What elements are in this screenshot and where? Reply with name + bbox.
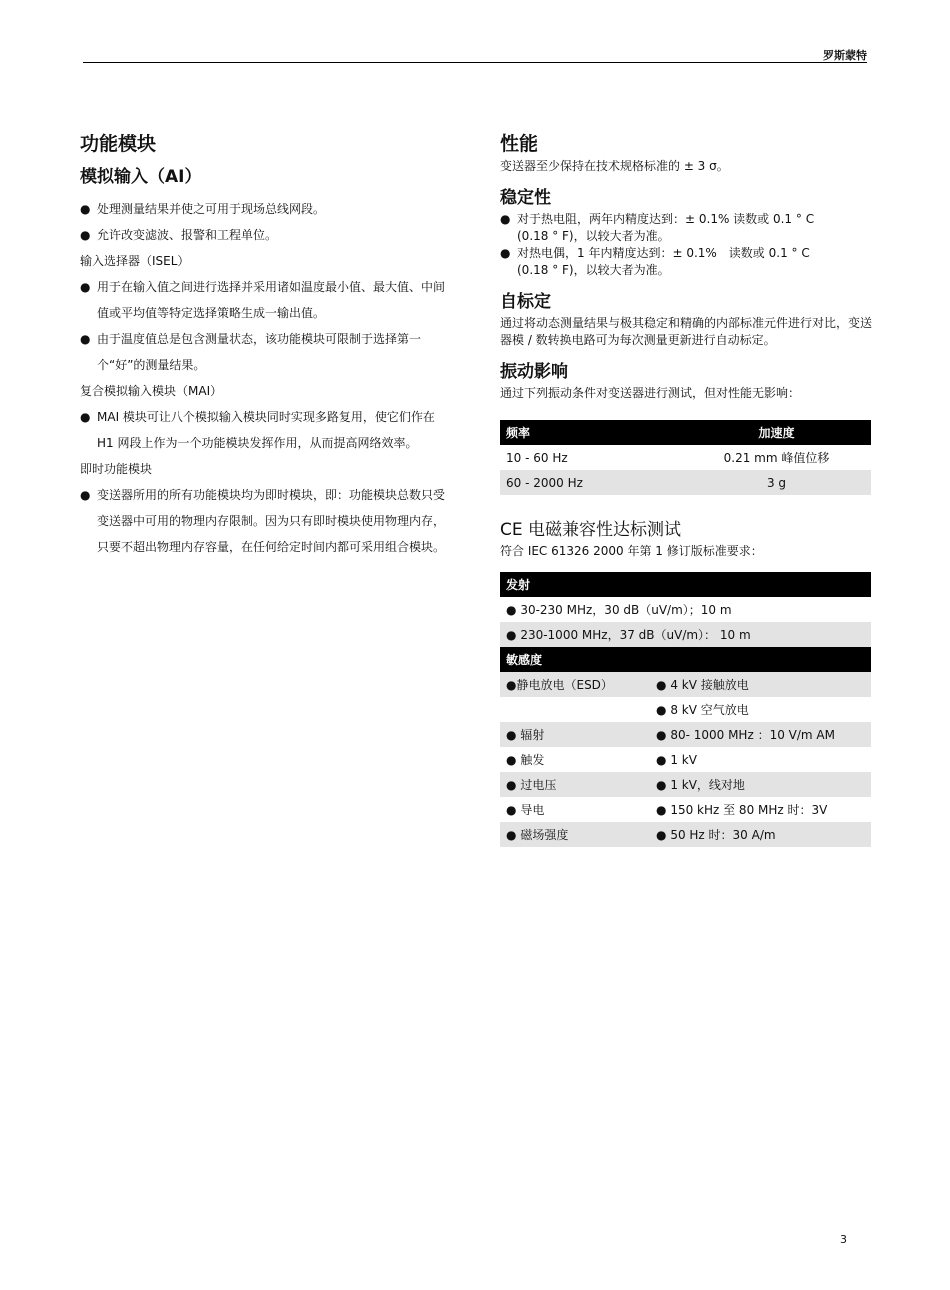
bullet-icon: ● (656, 703, 667, 717)
stability-title: 稳定性 (500, 188, 551, 208)
bullet-icon: ● (506, 778, 517, 792)
header-rule (83, 62, 867, 63)
table-row: ● 230-1000 MHz，37 dB（uV/m）： 10 m (500, 622, 871, 647)
ai-title: 模拟输入（AI） (80, 167, 202, 187)
header-brand: 罗斯蒙特 (823, 49, 867, 62)
performance-title: 性能 (500, 133, 539, 155)
table-row: ● 磁场强度 ● 50 Hz 时：30 A/m (500, 822, 871, 847)
right-column (500, 130, 872, 847)
bullet-icon: ● (80, 202, 91, 216)
ce-title: CE 电磁兼容性达标测试 (500, 520, 682, 540)
table-row: ● 辐射 ● 80- 1000 MHz ：10 V/m AM (500, 722, 871, 747)
instantiable-title: 即时功能模块 (80, 462, 153, 476)
table-row: ● 30-230 MHz，30 dB（uV/m）；10 m (506, 603, 732, 617)
table-row: 10 - 60 Hz 0.21 mm 峰值位移 (506, 450, 830, 465)
bullet-icon: ● (506, 603, 517, 617)
stability-bullet-2: ● 对热电偶，1 年内精度达到：± 0.1% 读数或 0.1 ° C (0.18 ° F)，以较大者为准。 (500, 246, 810, 277)
instantiable-bullet-1: ● 变送器所用的所有功能模块均为即时模块，即：功能模块总数只受变送器中可用的物理内存限制。因为只有即时模块使用物理内存，只要不超出物理内存容量，在任何给定时间内都可采用组合模块。 (80, 482, 455, 560)
table-row: 60 - 2000 Hz 3 g (500, 470, 871, 495)
bullet-icon: ● (656, 778, 667, 792)
table-row: ● 导电 ● 150 kHz 至 80 MHz 时：3V (506, 803, 828, 817)
bullet-icon: ● (656, 803, 667, 817)
isel-bullet-2: ● 由于温度值总是包含测量状态，该功能模块可限制于选择第一个“好”的测量结果。 (80, 326, 455, 378)
ai-bullet-2: ● 允许改变滤波、报警和工程单位。 (80, 222, 455, 248)
bullet-icon: ● (506, 753, 517, 767)
page-number: 3 (840, 1233, 847, 1246)
bullet-icon: ● (656, 678, 667, 692)
vibration-text: 通过下列振动条件对变送器进行测试，但对性能无影响： (500, 386, 801, 400)
emission-header-row: 发射 (500, 572, 871, 597)
bullet-icon: ● (80, 410, 91, 424)
bullet-icon: ● (506, 628, 517, 642)
performance-text: 变送器至少保持在技术规格标准的 ± 3 σ。 (500, 159, 729, 173)
bullet-icon: ● (506, 678, 517, 692)
self-calibration-text: 通过将动态测量结果与极其稳定和精确的内部标准元件进行对比，变送器模 / 数转换电路可为每次测量更新进行自动标定。 (500, 316, 873, 347)
left-column (80, 130, 455, 560)
table-row: ● 触发 ● 1 kV (506, 752, 697, 767)
bullet-icon: ● (656, 728, 667, 742)
stability-bullet-1: ● 对于热电阻，两年内精度达到：± 0.1% 读数或 0.1 ° C (0.18 ° F)，以较大者为准。 (500, 212, 815, 243)
bullet-icon: ● (80, 280, 91, 294)
immunity-header-row: 敏感度 (500, 647, 871, 672)
bullet-icon: ● (500, 246, 511, 260)
bullet-icon: ● (80, 228, 91, 242)
table-row: ● 过电压 ● 1 kV，线对地 (500, 772, 871, 797)
ce-text: 符合 IEC 61326 2000 年第 1 修订版标准要求： (500, 544, 763, 558)
bullet-icon: ● (506, 803, 517, 817)
bullet-icon: ● (500, 212, 511, 226)
table-header-row: 频率 加速度 (500, 420, 871, 445)
vibration-title: 振动影响 (500, 362, 568, 382)
isel-bullet-1: ● 用于在输入值之间进行选择并采用诸如温度最小值、最大值、中间值或平均值等特定选择策略生成一输出值。 (80, 274, 455, 326)
isel-title: 输入选择器（ISEL） (80, 254, 190, 268)
bullet-icon: ● (506, 728, 517, 742)
ce-table (500, 572, 871, 847)
ai-bullet-1: ● 处理测量结果并使之可用于现场总线网段。 (80, 196, 455, 222)
bullet-icon: ● (80, 332, 91, 346)
table-row: ●静电放电（ESD） ● 4 kV 接触放电 (500, 672, 871, 697)
mai-bullet-1: ● MAI 模块可让八个模拟输入模块同时实现多路复用，使它们作在 H1 网段上作为一个功能模块发挥作用，从而提高网络效率。 (80, 404, 455, 456)
bullet-icon: ● (656, 828, 667, 842)
mai-title: 复合模拟输入模块（MAI） (80, 384, 223, 398)
function-blocks-title: 功能模块 (80, 133, 157, 155)
vibration-table (500, 420, 871, 495)
self-calibration-title: 自标定 (500, 292, 551, 312)
bullet-icon: ● (80, 488, 91, 502)
bullet-icon: ● (656, 752, 667, 767)
table-row: ● 8 kV 空气放电 (656, 703, 749, 717)
bullet-icon: ● (506, 828, 517, 842)
